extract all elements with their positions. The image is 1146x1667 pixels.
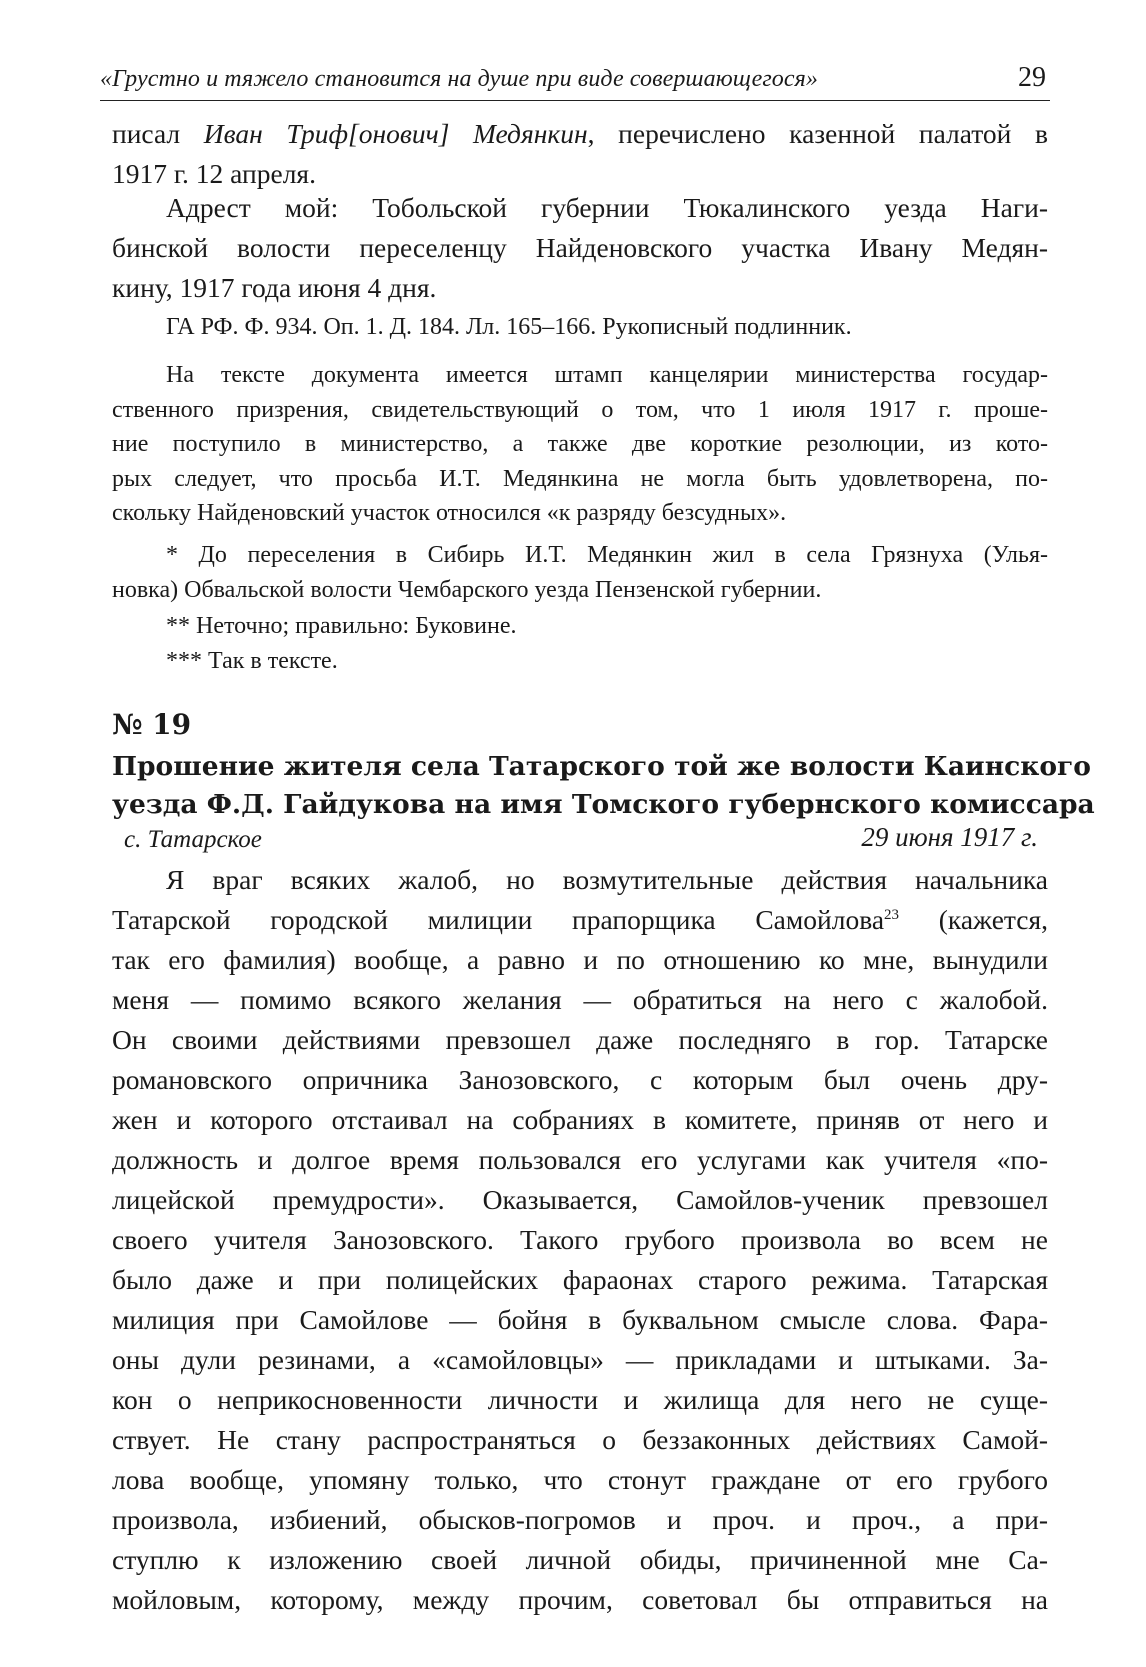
address-line: Адрест мой: Тобольской губернии Тюкалинского уезда Наги- (166, 192, 1048, 223)
author-name: Иван Триф[онович] Медянкин (203, 118, 588, 149)
body-line: Он своими действиями превзошел даже последняго в гор. Татарске (112, 1024, 1048, 1055)
letter-ending-line: 1917 г. 12 апреля. (112, 158, 316, 189)
body-line: Татарской городской милиции прапорщика Самойлова$^{23}$ (кажется, (112, 904, 1048, 935)
letter-ending-line: писал Иван Триф[онович] Медянкин, перечислено казенной палатой в (112, 118, 1048, 149)
body-line: так его фамилия) вообще, а равно и по отношению ко мне, вынудили (112, 944, 1048, 975)
running-title: «Грустно и тяжело становится на душе при виде совершающегося» (100, 66, 819, 92)
body-line: оны дули резинами, а «самойловцы» — прикладами и штыками. За- (112, 1344, 1048, 1375)
note-line: На тексте документа имеется штамп канцелярии министерства государ- (166, 362, 1048, 388)
body-line: своего учителя Занозовского. Такого грубого произвола во всем не (112, 1224, 1048, 1255)
page-number: 29 (1018, 62, 1046, 93)
note-line: ственного призрения, свидетельствующий о том, что 1 июля 1917 г. проше- (112, 396, 1048, 423)
document-date: 29 июня 1917 г. (861, 822, 1038, 852)
body-line: романовского опричника Занозовского, с которым был очень дру- (112, 1064, 1048, 1095)
body-line: жен и которого отстаивал на собраниях в комитете, приняв от него и (112, 1104, 1048, 1135)
running-head (100, 58, 1050, 101)
body-line: милиция при Самойлове — бойня в буквальном смысле слова. Фара- (112, 1304, 1048, 1335)
document-number: № 19 (112, 708, 192, 741)
note-line: рых следует, что просьба И.Т. Медянкина не могла быть удовлетворена, по- (112, 465, 1048, 492)
document-place: с. Татарское (124, 826, 262, 853)
document-title (112, 748, 1095, 824)
note-line: скольку Найденовский участок относился «к разряду безсудных». (112, 500, 787, 526)
address-line: бинской волости переселенцу Найденовского участка Ивану Медян- (112, 232, 1048, 263)
letter-ending (112, 114, 1048, 194)
title-line: Прошение жителя села Татарского той же волости Каинского (112, 751, 1091, 782)
body-line: должность и долгое время пользовался его услугами как учителя «по- (112, 1144, 1048, 1175)
document-body (112, 860, 1048, 1620)
body-line: лова вообще, упомяну только, что стонут граждане от его грубого (112, 1464, 1048, 1495)
address-paragraph (112, 188, 1048, 308)
body-line: мойловым, которому, между прочим, советовал бы отправиться на (112, 1584, 1048, 1615)
footnote-line: новка) Обвальской волости Чембарского уезда Пензенской губернии. (112, 576, 822, 603)
body-line: ступлю к изложению своей личной обиды, причиненной мне Са- (112, 1544, 1048, 1575)
body-line: меня — помимо всякого желания — обратиться на него с жалобой. (112, 984, 1048, 1015)
editorial-note (112, 358, 1048, 531)
footnote-2: ** Неточно; правильно: Буковине. (166, 613, 517, 639)
body-line: лицейской премудрости». Оказывается, Самойлов-ученик превзошел (112, 1184, 1048, 1215)
address-line: кину, 1917 года июня 4 дня. (112, 272, 437, 303)
footnote-1 (112, 538, 1048, 607)
body-line: кон о неприкосновенности личности и жилища для него не суще- (112, 1384, 1048, 1415)
body-line: было даже и при полицейских фараонах старого режима. Татарская (112, 1264, 1048, 1295)
footnote-ref: 23 (884, 906, 900, 923)
body-line: ствует. Не стану распространяться о беззаконных действиях Самой- (112, 1424, 1048, 1455)
footnote-line: * До переселения в Сибирь И.Т. Медянкин жил в села Грязнуха (Улья- (166, 542, 1048, 568)
archival-source: ГА РФ. Ф. 934. Оп. 1. Д. 184. Лл. 165–166. Рукописный подлинник. (166, 314, 852, 340)
footnote-3: *** Так в тексте. (166, 648, 338, 674)
note-line: ние поступило в министерство, а также две короткие резолюции, из кото- (112, 431, 1048, 457)
title-line: уезда Ф.Д. Гайдукова на имя Томского губернского комиссара (112, 789, 1095, 820)
body-line: произвола, избиений, обысков-погромов и проч. и проч., а при- (112, 1504, 1048, 1535)
body-line: Я враг всяких жалоб, но возмутительные действия начальника (166, 864, 1048, 895)
